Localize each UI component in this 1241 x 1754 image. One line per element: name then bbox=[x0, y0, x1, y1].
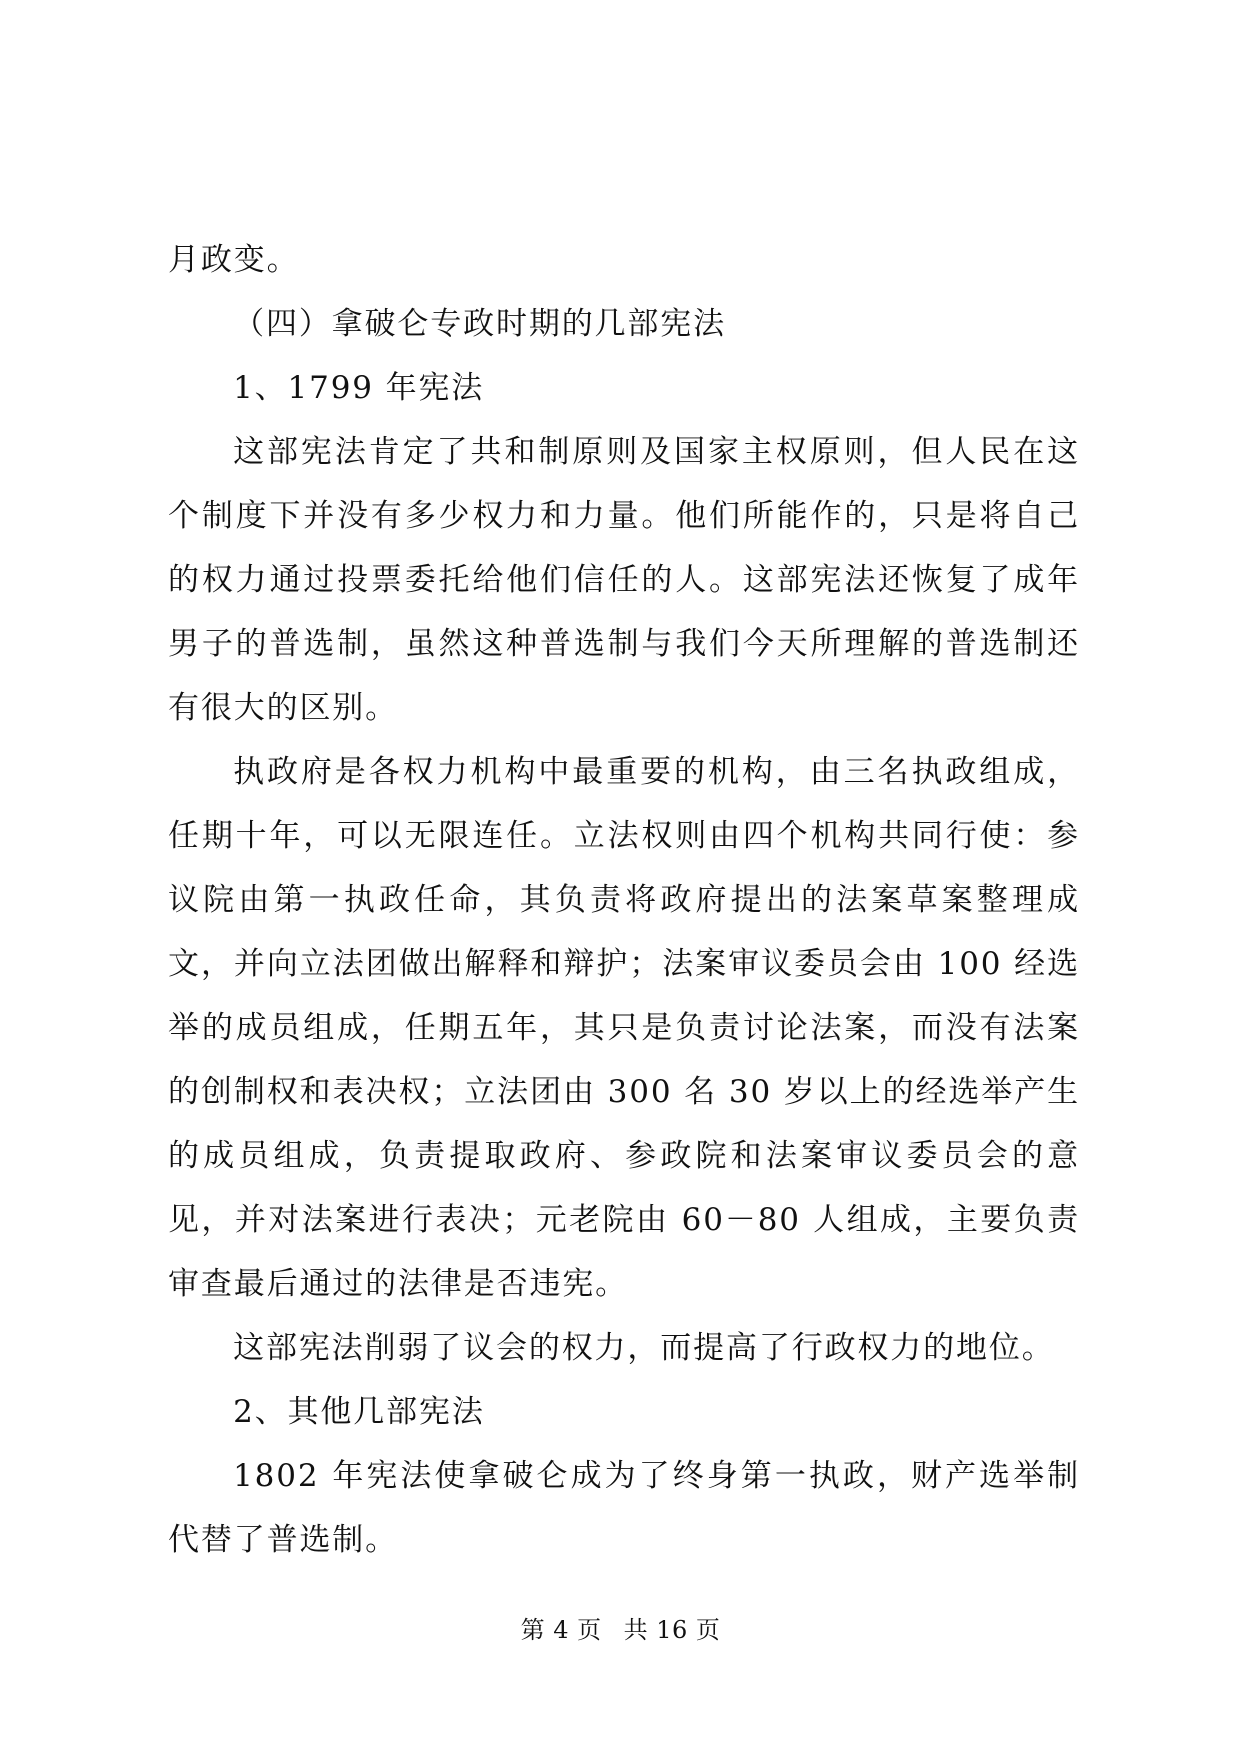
page-number: 第 4 页 bbox=[520, 1616, 602, 1644]
subsection-heading-other-constitutions: 2、其他几部宪法 bbox=[233, 1394, 485, 1430]
paragraph-constitution-principles: 这部宪法肯定了共和制原则及国家主权原则，但人民在这个制度下并没有多少权力和力量。他们所能作的，只是将自己的权力通过投票委托给他们信任的人。这部宪法还恢复了成年男子的普选制，虽然这种普选制与我们今天所理解的普选制还有很大的区别。 bbox=[168, 434, 1080, 726]
paragraph-1802-constitution: 1802 年宪法使拿破仑成为了终身第一执政，财产选举制代替了普选制。 bbox=[168, 1458, 1080, 1558]
total-pages: 共 16 页 bbox=[623, 1616, 721, 1644]
subsection-heading-1799-constitution: 1、1799 年宪法 bbox=[233, 370, 485, 406]
paragraph-continuation: 月政变。 bbox=[168, 242, 300, 278]
document-body bbox=[168, 228, 1080, 1572]
paragraph-executive-power: 这部宪法削弱了议会的权力，而提高了行政权力的地位。 bbox=[233, 1330, 1055, 1366]
page-footer bbox=[0, 1610, 1241, 1645]
paragraph-consulate-structure: 执政府是各权力机构中最重要的机构，由三名执政组成，任期十年，可以无限连任。立法权则由四个机构共同行使：参议院由第一执政任命，其负责将政府提出的法案草案整理成文，并向立法团做出解释和辩护；法案审议委员会由 100 经选举的成员组成，任期五年，其只是负责讨论法案，而没有法案的创制权和表决权；立法团由 300 名 30 岁以上的经选举产生的成员组成，负责提取政府、参政院和法案审议委员会的意见，并对法案进行表决；元老院由 60－80 人组成，主要负责审查最后通过的法律是否违宪。 bbox=[168, 754, 1080, 1302]
section-heading: （四）拿破仑专政时期的几部宪法 bbox=[233, 306, 726, 342]
